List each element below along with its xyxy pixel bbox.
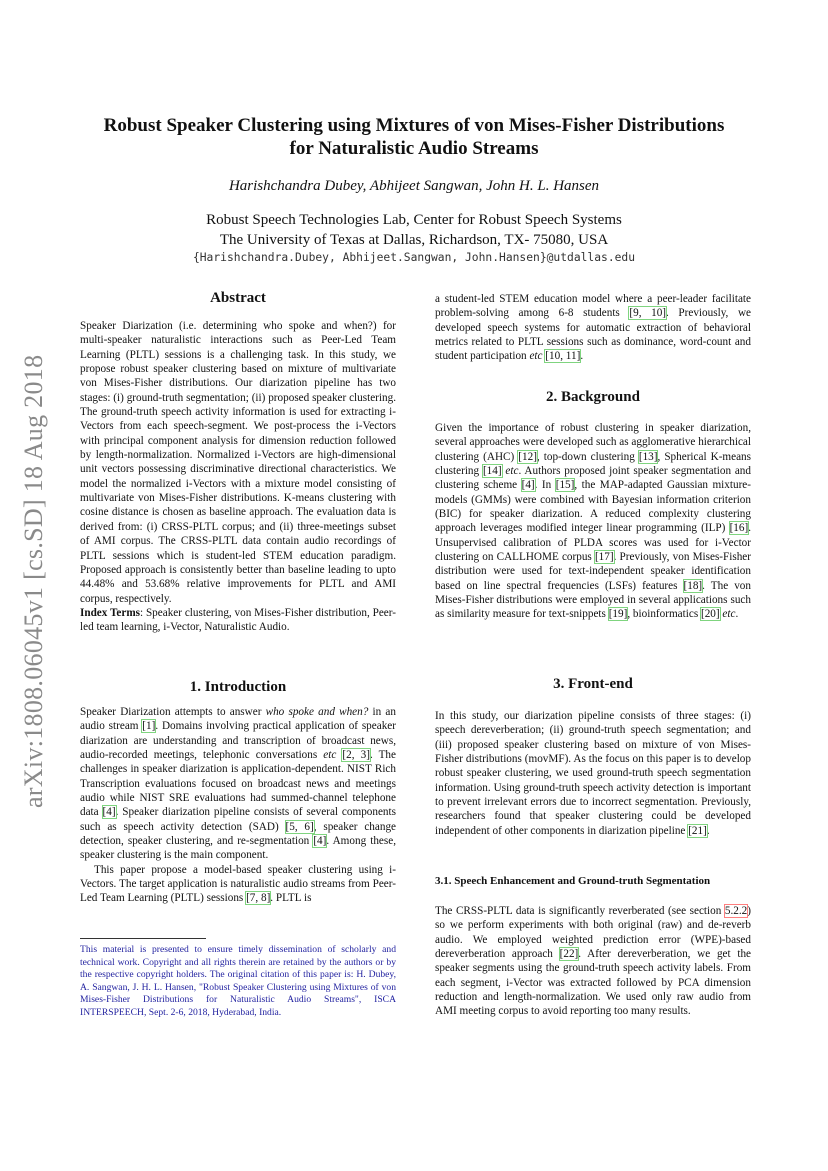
text-span: . The challenges in speaker diarization is application-dependent. NIST Rich Transcription evaluations focused on broadcast news and meetings audio while NIST SRE evaluations had summed-channel telephone data — [80, 749, 396, 819]
index-terms — [80, 606, 396, 635]
background-body — [435, 421, 751, 622]
copyright-footnote: This material is presented to ensure timely dissemination of scholarly and technical work. Copyright and all rights therein are retained by the authors or by the respective copyright holders. The original citation of this paper is: H. Dubey, A. Sangwan, J. H. L. Hansen, "Robust Speaker Clustering using Mixtures of von Mises-Fisher Distributions for Naturalistic Audio Streams", ISCA INTERSPEECH, Sept. 2-6, 2018, Hyderabad, India. — [80, 944, 396, 1018]
citation-link[interactable]: [4] — [521, 479, 535, 492]
text-span: . PLTL is — [270, 892, 312, 905]
subsection-3-1-paragraph — [435, 904, 751, 1019]
citation-link[interactable]: [16] — [729, 522, 749, 535]
citation-link[interactable]: [18] — [683, 579, 703, 592]
subsection-3-1-body — [435, 904, 751, 1019]
text-span: This paper propose a model-based speaker clustering using i-Vectors. The target application is naturalistic audio streams from Peer-Led Team Learning (PLTL) sessions — [80, 863, 396, 905]
arxiv-identifier: arXiv:1808.06045v1 [cs.SD] 18 Aug 2018 — [19, 354, 48, 808]
abstract-body — [80, 319, 396, 635]
intro-paragraph-1 — [80, 705, 396, 863]
emphasis-text: etc — [722, 608, 736, 621]
frontend-paragraph — [435, 709, 751, 838]
citation-link[interactable]: [17] — [594, 551, 614, 564]
text-span: ) so we perform experiments with both original (raw) and de-reverb audio. We employed weighted prediction error (WPE)-based dereverberation approach — [435, 905, 751, 961]
citation-link[interactable]: [20] — [700, 608, 720, 621]
background-heading: 2. Background — [546, 389, 640, 405]
emphasis-text: etc — [529, 350, 543, 363]
text-span: , top-down clustering — [536, 450, 639, 463]
text-span: . — [735, 608, 739, 621]
text-span: . Domains involving practical application of speaker diarization are understanding and transcription of broadcast news, audio-recorded meetings, telephonic conversations — [80, 720, 396, 762]
citation-link[interactable]: [5, 6] — [285, 820, 314, 833]
text-span: . After dereverberation, we get the speaker segments using the ground-truth speech activity labels. From each segment, i-Vector was extracted followed by PCA dimension reduction and length-normalization. We used only raw audio from AMI meeting corpus to avoid reporting too many results. — [435, 948, 751, 1018]
intro-body — [80, 705, 396, 906]
subsection-3-1-heading: 3.1. Speech Enhancement and Ground-truth Segmentation — [435, 875, 711, 887]
title-line-1: Robust Speaker Clustering using Mixtures of von Mises-Fisher Distributions — [103, 115, 725, 136]
citation-link[interactable]: [13] — [638, 450, 658, 463]
intro-heading: 1. Introduction — [189, 679, 287, 695]
affiliation-line-1: Robust Speech Technologies Lab, Center for Robust Speech Systems — [206, 212, 622, 228]
paper-title — [60, 114, 768, 160]
intro-continued — [435, 292, 751, 364]
text-span: The CRSS-PLTL data is significantly reverberated (see section — [435, 905, 725, 917]
background-paragraph — [435, 421, 751, 622]
author-emails: {Harishchandra.Dubey, Abhijeet.Sangwan, John.Hansen}@utdallas.edu — [192, 251, 636, 264]
text-span: . — [580, 350, 584, 363]
section-link[interactable]: 5.2.2 — [724, 905, 748, 917]
index-terms-label: Index Terms — [80, 606, 141, 619]
citation-link[interactable]: [22] — [559, 948, 579, 961]
text-span: , speaker change detection, speaker clustering, and re-segmentation — [80, 820, 397, 848]
text-span: . Among these, speaker clustering is the main component. — [80, 835, 396, 862]
text-span: In this study, our diarization pipeline consists of three stages: (i) speech dereverberation; (ii) ground-truth speech segmentation; and (iii) proposed speaker clustering based on mixture of von Mises-Fisher distributions (movMF). As the focus on this paper is to develop robust speaker clustering, we used ground-truth speech segmentation information. Using ground-truth speech activity detection is important to prevent irrelevant errors due to incorrect segmentation. Previously, researchers found that speaker clustering could be developed independent of other components in diarization pipeline — [435, 710, 751, 837]
text-span: . Previously, von Mises-Fisher distribution were used for text-independent speaker identification based on line spectral frequencies (LSFs) features — [435, 551, 751, 592]
citation-link[interactable]: [2, 3] — [342, 749, 370, 762]
citation-link[interactable]: [10, 11] — [545, 350, 581, 363]
text-span: , the MAP-adapted Gaussian mixture-models (GMMs) were combined with Bayesian information criterion (BIC) for speaker diarization. A reduced complexity clustering approach leverages modified integer linear programming (ILP) — [435, 479, 751, 535]
text-span: . In — [534, 479, 556, 492]
citation-link[interactable]: [1] — [142, 720, 156, 733]
author-list: Harishchandra Dubey, Abhijeet Sangwan, John H. L. Hansen — [228, 178, 600, 194]
citation-link[interactable]: [19] — [608, 608, 628, 621]
intro-paragraph-2 — [80, 863, 396, 906]
text-span: Given the importance of robust clustering in speaker diarization, several approaches were developed such as agglomerative hierarchical clustering (AHC) — [435, 422, 751, 463]
text-span: in an audio stream — [80, 706, 396, 733]
text-span: . — [706, 824, 710, 837]
citation-link[interactable]: [4] — [102, 806, 116, 819]
emphasis-text: etc — [505, 465, 519, 478]
citation-link[interactable]: [12] — [518, 450, 537, 463]
index-terms-text: : Speaker clustering, von Mises-Fisher distribution, Peer-led team learning, i-Vector, Naturalistic Audio. — [80, 606, 396, 634]
affiliation-line-2: The University of Texas at Dallas, Richardson, TX- 75080, USA — [219, 232, 609, 248]
affiliation — [60, 210, 768, 250]
text-span: a student-led STEM education model where a peer-leader facilitate problem-solving among 6-8 students — [435, 293, 751, 320]
abstract-heading: Abstract — [210, 290, 266, 306]
abstract-text: Speaker Diarization (i.e. determining who spoke and when?) for multi-speaker naturalistic interactions such as Peer-Led Team Learning (PLTL) sessions is a challenging task. In this study, we propose robust speaker clustering based on mixture of multivariate von Mises-Fisher distributions. Our diarization pipeline has two stages: (i) ground-truth segmentation; (ii) proposed speaker clustering. The ground-truth speech activity information is used for extracting i-Vectors from each speech-segment. We post-process the i-Vectors with principal component analysis for dimension reduction followed by length-normalization. Normalized i-Vectors are high-dimensional unit vectors possessing discriminative directional characteristics. We model the normalized i-Vectors with a mixture model consisting of multivariate von Mises-Fisher distributions. K-means clustering with cosine distance is chosen as baseline approach. The evaluation data is derived from: (i) CRSS-PLTL corpus; and (ii) three-meetings subset of AMI corpus. The CRSS-PLTL data contain audio recordings of PLTL sessions which is student-led STEM education paradigm. Proposed approach is consistently better than baseline leading to upto 44.48% and 53.68% relative improvements for PLTL and AMI corpus, respectively. — [80, 320, 396, 605]
text-span: Speaker Diarization attempts to answer — [80, 706, 266, 718]
emphasis-text: who spoke and when? — [265, 706, 369, 718]
text-span: , Spherical K-means clustering — [435, 450, 751, 478]
footnote-divider — [80, 938, 206, 939]
emphasis-text: etc — [323, 749, 337, 762]
citation-link[interactable]: [15] — [555, 479, 575, 492]
text-span: . Previously, we developed speech systems for automatic extraction of behavioral metrics related to PLTL sessions such as dominance, word-count and student participation — [435, 307, 751, 363]
citation-link[interactable]: [4] — [313, 835, 327, 848]
frontend-heading: 3. Front-end — [553, 676, 633, 692]
intro-paragraph-3 — [435, 292, 751, 364]
title-line-2: for Naturalistic Audio Streams — [289, 138, 539, 159]
citation-link[interactable]: [9, 10] — [629, 307, 667, 320]
text-span: . The von Mises-Fisher distributions were employed in several applications such as similarity measure for text-snippets — [435, 579, 751, 621]
frontend-body — [435, 709, 751, 838]
citation-link[interactable]: [7, 8] — [246, 892, 271, 905]
text-span: . Authors proposed joint speaker segmentation and clustering scheme — [435, 465, 751, 492]
text-span: . Speaker diarization pipeline consists of several components such as speech activity detection (SAD) — [80, 806, 396, 833]
text-span: , bioinformatics — [627, 608, 701, 621]
citation-link[interactable]: [21] — [688, 824, 707, 837]
citation-link[interactable]: [14] — [482, 465, 502, 478]
text-span: . Unsupervised calibration of PLDA scores was used for i-Vector clustering on CALLHOME corpus — [435, 522, 751, 564]
